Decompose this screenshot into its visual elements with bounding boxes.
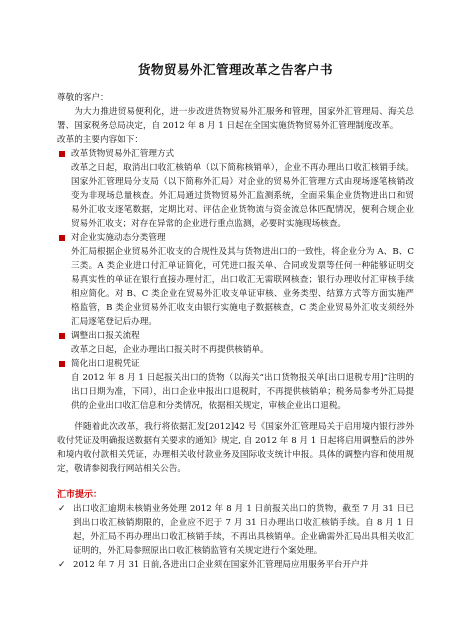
section-body: 改革之日起，企业办理出口报关时不再提供核销单。	[71, 345, 269, 355]
reminder-title: 汇市提示：	[57, 490, 103, 500]
reminder-item: ✓ 2012 年 7 月 31 日前,各进出口企业须在国家外汇管理局应用服务平台开户并	[57, 558, 414, 572]
section-heading: 调整出口报关流程	[57, 329, 414, 343]
section-body: 外汇局根据企业贸易外汇收支的合规性及其与货物进出口的一致性，将企业分为 A、B、C 三类。A 类企业进口付汇单证简化，可凭进口报关单、合同或发票等任何一种能够证明交易真实性的单证在银行直接办理付汇，出口收汇无需联网核查；银行办理收付汇审核手续相应简化。对 B、C 类企业在贸易外汇收支单证审核、业务类型、结算方式等方面实施严格监管，B 类企业贸易外汇收支由银行实施电子数据核查，C 类企业贸易外汇收支须经外汇局逐笔登记后办理。	[71, 247, 414, 327]
document-title: 货物贸易外汇管理改革之告客户书	[137, 62, 333, 77]
section-body: 改革之日起，取消出口收汇核销单（以下简称核销单），企业不再办理出口收汇核销手续。国家外汇管理局分支局（以下简称外汇局）对企业的贸易外汇管理方式由现场逐笔核销改变为非现场总量核查。外汇局通过货物贸易外汇监测系统，全面采集企业货物进出口和贸易外汇收支逐笔数据，定期比对、评估企业货物流与资金流总体匹配情况，便利合规企业贸易外汇收支；对存在异常的企业进行重点监测，必要时实施现场核查。	[71, 163, 414, 229]
reminder-item: ✓ 出口收汇逾期未核销业务处理 2012 年 8 月 1 日前报关出口的货物，截至 7 月 31 日已到出口收汇核销期限的，企业应不迟于 7 月 31 日办理出口收汇核销手续。自 8 月 1 日起，外汇局不再办理出口收汇核销手续，不再出具核销单。企业确需外汇局出具相关收汇证明的，外汇局参照原出口收汇核销监管有关规定进行个案处理。	[57, 502, 414, 558]
closing-paragraph: 伴随着此次改革，我行将依据汇发[2012]42 号《国家外汇管理局关于启用境内银行涉外收付凭证及明确报送数据有关要求的通知》规定, 自 2012 年 8 月 1 日起将启用调整后的涉外和境内收付款相关凭证，办理相关收付款业务及国际收支统计申报。具体的调整内容和使用规定，敬请参阅我行网站相关公告。	[57, 422, 414, 474]
intro-paragraph: 为大力推进贸易便利化，进一步改进货物贸易外汇服务和管理，国家外汇管理局、海关总署、国家税务总局决定，自 2012 年 8 月 1 日起在全国实施货物贸易外汇管理制度改革。	[57, 107, 414, 131]
section-body: 自 2012 年 8 月 1 日起报关出口的货物（以海关“出口货物报关单[出口退税专用]”注明的出口日期为准，下同），出口企业申报出口退税时，不再提供核销单；税务局参考外汇局提供的企业出口收汇信息和分类情况，依据相关规定，审核企业出口退税。	[71, 373, 414, 411]
section-heading: 改革货物贸易外汇管理方式	[57, 147, 414, 161]
salutation: 尊敬的客户：	[57, 93, 109, 103]
section-heading: 对企业实施动态分类管理	[57, 231, 414, 245]
main-content-label: 改革的主要内容如下：	[57, 135, 143, 145]
section-heading: 简化出口退税凭证	[57, 357, 414, 371]
